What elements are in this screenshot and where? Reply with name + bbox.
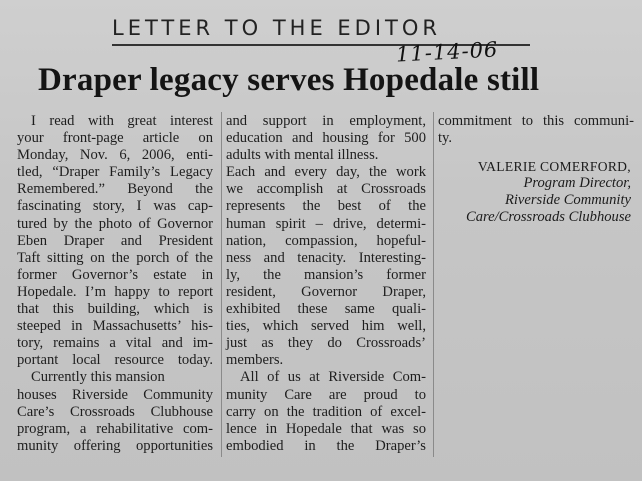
text-line: tured by the photo of Governor: [17, 215, 213, 232]
text-line: and support in employment,: [226, 113, 426, 129]
text-line: ties, which served him well,: [226, 318, 426, 335]
column-divider: [221, 112, 222, 457]
text-line: munity Care are proud to: [226, 386, 426, 403]
text-line: just as they do Crossroads’: [226, 335, 426, 352]
text-line: represents the best of the: [226, 198, 426, 215]
text-line: houses Riverside Community: [17, 386, 213, 403]
text-line: commitment to this communi-: [438, 113, 634, 129]
text-line: All of us at Riverside Com-: [240, 369, 426, 386]
text-line: Remembered.” Beyond the: [17, 181, 213, 198]
text-line: that this building, which is: [17, 301, 213, 318]
text-line: tory, remains a vital and im-: [17, 335, 213, 352]
section-kicker: LETTER TO THE EDITOR: [112, 16, 441, 40]
text-line: embodied in the Draper’s: [226, 437, 426, 454]
text-line: your front-page article on: [17, 130, 213, 147]
text-line: education and housing for 500: [226, 130, 426, 147]
text-line: steeped in Massachusetts’ his-: [17, 318, 213, 335]
text-line: carry on the tradition of excel-: [226, 403, 426, 420]
handwritten-date: 11-14-06: [395, 37, 499, 67]
column-2: [226, 113, 426, 455]
text-line: Hopedale. I’m happy to report: [17, 283, 213, 300]
text-line: Currently this mansion: [31, 369, 165, 386]
text-line: Taft sitting on the porch of the: [17, 249, 213, 266]
text-line: nation, compassion, hopeful-: [226, 232, 426, 249]
text-line: former Governor’s estate in: [17, 266, 213, 283]
text-line: resident, Governor Draper,: [226, 283, 426, 300]
text-line: tled, “Draper Family’s Legacy: [17, 164, 213, 181]
text-line: I read with great interest: [31, 113, 213, 129]
text-line: adults with mental illness.: [226, 147, 379, 164]
text-line: we accomplish at Crossroads: [226, 181, 426, 198]
text-line: ty.: [438, 130, 453, 147]
text-line: lence in Hopedale that was so: [226, 420, 426, 437]
signature-org-line-2: Care/Crossroads Clubhouse: [465, 209, 631, 225]
text-line: ness and tenacity. Interesting-: [226, 249, 426, 266]
text-line: ly, the mansion’s former: [226, 266, 426, 283]
text-line: Eben Draper and President: [17, 232, 213, 249]
column-1: [17, 113, 213, 455]
signature-title: Program Director,: [523, 175, 631, 191]
signature-name: VALERIE COMERFORD,: [477, 159, 631, 174]
text-line: human spirit – drive, determi-: [226, 215, 426, 232]
text-line: members.: [226, 352, 284, 369]
text-line: Each and every day, the work: [226, 164, 426, 181]
text-line: munity offering opportunities: [17, 437, 213, 454]
signature-org-line-1: Riverside Community: [504, 192, 631, 208]
text-line: Care’s Crossroads Clubhouse: [17, 403, 213, 420]
text-line: program, a rehabilitative com-: [17, 420, 213, 437]
headline: Draper legacy serves Hopedale still: [38, 62, 540, 98]
text-line: portant local resource today.: [17, 352, 213, 369]
text-line: Monday, Nov. 6, 2006, enti-: [17, 147, 213, 164]
text-line: exhibited these same quali-: [226, 301, 426, 318]
column-3: [438, 113, 634, 147]
text-line: fascinating story, I was cap-: [17, 198, 213, 215]
